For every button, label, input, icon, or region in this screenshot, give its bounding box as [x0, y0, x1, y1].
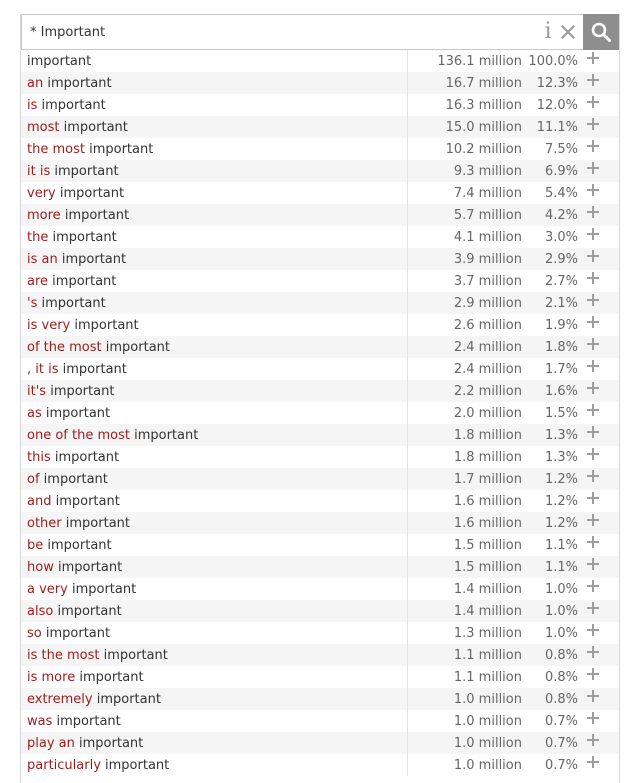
expand-plus-icon[interactable] [578, 446, 608, 468]
frequency-count: 16.7 million [445, 75, 522, 91]
phrase-cell[interactable] [21, 472, 407, 487]
phrase-base: important [45, 405, 111, 421]
phrase-base: important [56, 713, 121, 729]
table-row[interactable] [21, 556, 619, 578]
phrase-context: is the most [27, 647, 100, 663]
phrase-base: important [62, 361, 127, 377]
frequency-count: 1.1 million [453, 647, 522, 663]
frequency-percent: 7.5% [544, 141, 578, 157]
phrase-base: important [59, 185, 125, 201]
phrase-cell[interactable] [21, 384, 407, 399]
phrase-base: important [105, 757, 170, 773]
expand-plus-icon[interactable] [578, 248, 608, 270]
phrase-base: important [47, 75, 112, 91]
frequency-percent: 12.0% [536, 97, 578, 113]
table-row[interactable] [21, 754, 619, 776]
frequency-percent: 1.9% [544, 317, 578, 333]
frequency-percent: 2.9% [544, 251, 578, 267]
table-row[interactable] [21, 534, 619, 556]
expand-plus-icon[interactable] [578, 468, 608, 490]
table-row[interactable] [21, 578, 619, 600]
phrase-base: important [47, 537, 112, 553]
phrase-context: it is [27, 163, 51, 179]
phrase-cell[interactable] [21, 582, 407, 597]
frequency-count: 16.3 million [445, 97, 522, 113]
frequency-percent: 100.0% [528, 53, 578, 69]
frequency-percent: 1.3% [544, 449, 578, 465]
expand-plus-icon[interactable] [578, 182, 608, 204]
frequency-percent: 0.7% [544, 735, 578, 751]
frequency-count: 1.6 million [453, 515, 522, 531]
phrase-cell[interactable] [21, 76, 407, 91]
expand-plus-icon[interactable] [578, 578, 608, 600]
phrase-base: important [54, 163, 119, 179]
expand-plus-icon[interactable] [578, 600, 608, 622]
expand-plus-icon[interactable] [578, 754, 608, 776]
frequency-count: 136.1 million [437, 53, 522, 69]
phrase-base: important [27, 53, 92, 69]
frequency-count: 3.9 million [453, 251, 522, 267]
phrase-base: important [45, 625, 111, 641]
expand-plus-icon[interactable] [578, 50, 608, 72]
phrase-cell[interactable] [21, 428, 407, 443]
phrase-cell[interactable] [21, 274, 407, 289]
phrase-context: it's [27, 383, 47, 399]
phrase-context: one of the most [27, 427, 130, 443]
phrase-base: important [64, 207, 130, 223]
frequency-percent: 2.7% [544, 273, 578, 289]
results-list [21, 50, 619, 776]
frequency-percent: 0.8% [544, 647, 578, 663]
phrase-base: important [55, 493, 120, 509]
expand-plus-icon[interactable] [578, 534, 608, 556]
phrase-context: 's [27, 295, 38, 311]
table-row[interactable] [21, 182, 619, 204]
phrase-context: of [27, 471, 40, 487]
phrase-base: important [50, 383, 115, 399]
phrase-cell[interactable] [21, 758, 407, 773]
phrase-cell[interactable] [21, 120, 407, 135]
frequency-count: 2.2 million [453, 383, 522, 399]
table-row[interactable] [21, 292, 619, 314]
phrase-base: important [57, 603, 122, 619]
expand-plus-icon[interactable] [578, 666, 608, 688]
phrase-context: play an [27, 735, 75, 751]
phrase-base: important [63, 119, 128, 135]
frequency-percent: 1.2% [544, 471, 578, 487]
table-row[interactable] [21, 666, 619, 688]
search-button[interactable] [583, 14, 619, 50]
frequency-percent: 1.0% [544, 603, 578, 619]
phrase-cell[interactable] [21, 538, 407, 553]
phrase-base: important [41, 295, 106, 311]
table-row[interactable] [21, 710, 619, 732]
table-row[interactable] [21, 512, 619, 534]
phrase-base: important [79, 735, 144, 751]
table-row[interactable] [21, 380, 619, 402]
table-row[interactable] [21, 72, 619, 94]
phrase-base: important [96, 691, 161, 707]
frequency-count: 1.5 million [453, 537, 522, 553]
phrase-context: how [27, 559, 54, 575]
frequency-count: 2.4 million [453, 339, 522, 355]
phrase-cell[interactable] [21, 142, 407, 157]
phrase-context: are [27, 273, 49, 289]
close-icon[interactable] [557, 15, 579, 49]
frequency-percent: 6.9% [544, 163, 578, 179]
phrase-base: important [71, 581, 137, 597]
expand-plus-icon[interactable] [578, 336, 608, 358]
phrase-context: , it is [27, 361, 59, 377]
phrase-base: important [54, 449, 120, 465]
phrase-context: the most [27, 141, 85, 157]
expand-plus-icon[interactable] [578, 380, 608, 402]
frequency-percent: 0.7% [544, 713, 578, 729]
phrase-cell[interactable] [21, 560, 407, 575]
phrase-context: very [27, 185, 56, 201]
phrase-base: important [43, 471, 108, 487]
expand-plus-icon[interactable] [578, 94, 608, 116]
phrase-context: the [27, 229, 49, 245]
table-row[interactable] [21, 314, 619, 336]
expand-plus-icon[interactable] [578, 204, 608, 226]
frequency-percent: 11.1% [536, 119, 578, 135]
phrase-context: so [27, 625, 42, 641]
frequency-count: 1.7 million [453, 471, 522, 487]
frequency-count: 1.1 million [453, 669, 522, 685]
expand-plus-icon[interactable] [578, 402, 608, 424]
expand-plus-icon[interactable] [578, 292, 608, 314]
frequency-percent: 1.1% [544, 559, 578, 575]
phrase-cell[interactable] [21, 318, 407, 333]
phrase-context: this [27, 449, 51, 465]
expand-plus-icon[interactable] [578, 732, 608, 754]
table-row[interactable] [21, 270, 619, 292]
frequency-percent: 1.2% [544, 515, 578, 531]
frequency-count: 1.0 million [453, 691, 522, 707]
phrase-context: is an [27, 251, 58, 267]
phrase-cell[interactable] [21, 494, 407, 509]
phrase-context: an [27, 75, 44, 91]
frequency-percent: 2.1% [544, 295, 578, 311]
phrase-context: is [27, 97, 38, 113]
table-row[interactable] [21, 160, 619, 182]
frequency-count: 2.0 million [453, 405, 522, 421]
phrase-base: important [103, 647, 168, 663]
frequency-percent: 1.0% [544, 581, 578, 597]
phrase-base: important [89, 141, 154, 157]
frequency-percent: 1.6% [544, 383, 578, 399]
phrase-base: important [52, 273, 117, 289]
phrase-cell[interactable] [21, 186, 407, 201]
expand-plus-icon[interactable] [578, 314, 608, 336]
phrase-base: important [79, 669, 144, 685]
expand-plus-icon[interactable] [578, 688, 608, 710]
table-row[interactable] [21, 50, 619, 72]
phrase-base: important [52, 229, 117, 245]
expand-plus-icon[interactable] [578, 490, 608, 512]
expand-plus-icon[interactable] [578, 644, 608, 666]
phrase-context: of the most [27, 339, 102, 355]
table-row[interactable] [21, 248, 619, 270]
phrase-context: also [27, 603, 54, 619]
frequency-percent: 0.8% [544, 691, 578, 707]
frequency-count: 1.4 million [453, 603, 522, 619]
phrase-context: is very [27, 317, 71, 333]
expand-plus-icon[interactable] [578, 556, 608, 578]
table-row[interactable] [21, 94, 619, 116]
phrase-context: particularly [27, 757, 101, 773]
frequency-count: 15.0 million [445, 119, 522, 135]
phrase-cell[interactable] [21, 252, 407, 267]
frequency-percent: 1.7% [544, 361, 578, 377]
phrase-context: be [27, 537, 44, 553]
frequency-percent: 1.0% [544, 625, 578, 641]
phrase-context: is more [27, 669, 76, 685]
phrase-base: important [74, 317, 139, 333]
frequency-percent: 5.4% [544, 185, 578, 201]
frequency-count: 1.0 million [453, 757, 522, 773]
frequency-percent: 0.7% [544, 757, 578, 773]
phrase-base: important [57, 559, 123, 575]
frequency-count: 5.7 million [453, 207, 522, 223]
expand-plus-icon[interactable] [578, 160, 608, 182]
table-row[interactable] [21, 644, 619, 666]
frequency-count: 2.6 million [453, 317, 522, 333]
expand-plus-icon[interactable] [578, 358, 608, 380]
frequency-count: 1.5 million [453, 559, 522, 575]
phrase-cell[interactable] [21, 516, 407, 531]
expand-plus-icon[interactable] [578, 710, 608, 732]
phrase-cell[interactable] [21, 98, 407, 113]
expand-plus-icon[interactable] [578, 424, 608, 446]
table-row[interactable] [21, 622, 619, 644]
phrase-base: important [65, 515, 131, 531]
frequency-count: 10.2 million [445, 141, 522, 157]
frequency-count: 1.3 million [453, 625, 522, 641]
expand-plus-icon[interactable] [578, 116, 608, 138]
phrase-cell[interactable] [21, 450, 407, 465]
frequency-percent: 1.3% [544, 427, 578, 443]
table-row[interactable] [21, 732, 619, 754]
phrase-cell[interactable] [21, 362, 407, 377]
phrase-cell[interactable] [21, 406, 407, 421]
frequency-percent: 0.8% [544, 669, 578, 685]
phrase-context: extremely [27, 691, 93, 707]
table-row[interactable] [21, 688, 619, 710]
table-row[interactable] [21, 446, 619, 468]
phrase-cell[interactable] [21, 692, 407, 707]
frequency-count: 3.7 million [453, 273, 522, 289]
phrase-cell[interactable] [21, 296, 407, 311]
phrase-cell[interactable] [21, 208, 407, 223]
frequency-count: 1.4 million [453, 581, 522, 597]
phrase-context: and [27, 493, 52, 509]
expand-plus-icon[interactable] [578, 226, 608, 248]
frequency-percent: 12.3% [536, 75, 578, 91]
table-row[interactable] [21, 468, 619, 490]
frequency-percent: 3.0% [544, 229, 578, 245]
frequency-count: 9.3 million [453, 163, 522, 179]
phrase-context: was [27, 713, 53, 729]
frequency-percent: 1.5% [544, 405, 578, 421]
frequency-count: 4.1 million [453, 229, 522, 245]
frequency-count: 2.9 million [453, 295, 522, 311]
phrase-base: important [105, 339, 170, 355]
frequency-count: 1.0 million [453, 735, 522, 751]
phrase-cell[interactable] [21, 164, 407, 179]
ngram-results-panel [20, 14, 620, 783]
frequency-count: 1.8 million [453, 449, 522, 465]
table-row[interactable] [21, 226, 619, 248]
expand-plus-icon[interactable] [578, 72, 608, 94]
table-row[interactable] [21, 358, 619, 380]
frequency-percent: 1.8% [544, 339, 578, 355]
phrase-cell[interactable] [21, 54, 407, 69]
phrase-cell[interactable] [21, 670, 407, 685]
frequency-percent: 1.1% [544, 537, 578, 553]
expand-plus-icon[interactable] [578, 270, 608, 292]
table-row[interactable] [21, 600, 619, 622]
phrase-base: important [61, 251, 127, 267]
phrase-context: other [27, 515, 62, 531]
expand-plus-icon[interactable] [578, 622, 608, 644]
phrase-base: important [41, 97, 106, 113]
info-icon[interactable]: i [544, 19, 552, 44]
phrase-context: a very [27, 581, 68, 597]
phrase-base: important [134, 427, 199, 443]
phrase-context: most [27, 119, 60, 135]
table-row[interactable] [21, 336, 619, 358]
table-row[interactable] [21, 490, 619, 512]
expand-plus-icon[interactable] [578, 138, 608, 160]
table-row[interactable] [21, 402, 619, 424]
frequency-count: 1.8 million [453, 427, 522, 443]
phrase-cell[interactable] [21, 230, 407, 245]
phrase-context: more [27, 207, 61, 223]
frequency-count: 1.0 million [453, 713, 522, 729]
frequency-count: 7.4 million [453, 185, 522, 201]
phrase-cell[interactable] [21, 604, 407, 619]
table-row[interactable] [21, 424, 619, 446]
phrase-context: as [27, 405, 42, 421]
phrase-cell[interactable] [21, 340, 407, 355]
table-row[interactable] [21, 138, 619, 160]
phrase-cell[interactable] [21, 626, 407, 641]
phrase-cell[interactable] [21, 736, 407, 751]
table-row[interactable] [21, 204, 619, 226]
frequency-count: 2.4 million [453, 361, 522, 377]
frequency-count: 1.6 million [453, 493, 522, 509]
search-input[interactable] [22, 15, 539, 49]
phrase-cell[interactable] [21, 648, 407, 663]
search-bar [21, 14, 619, 50]
magnifier-icon [590, 21, 612, 43]
frequency-percent: 4.2% [544, 207, 578, 223]
phrase-cell[interactable] [21, 714, 407, 729]
frequency-percent: 1.2% [544, 493, 578, 509]
table-row[interactable] [21, 116, 619, 138]
expand-plus-icon[interactable] [578, 512, 608, 534]
